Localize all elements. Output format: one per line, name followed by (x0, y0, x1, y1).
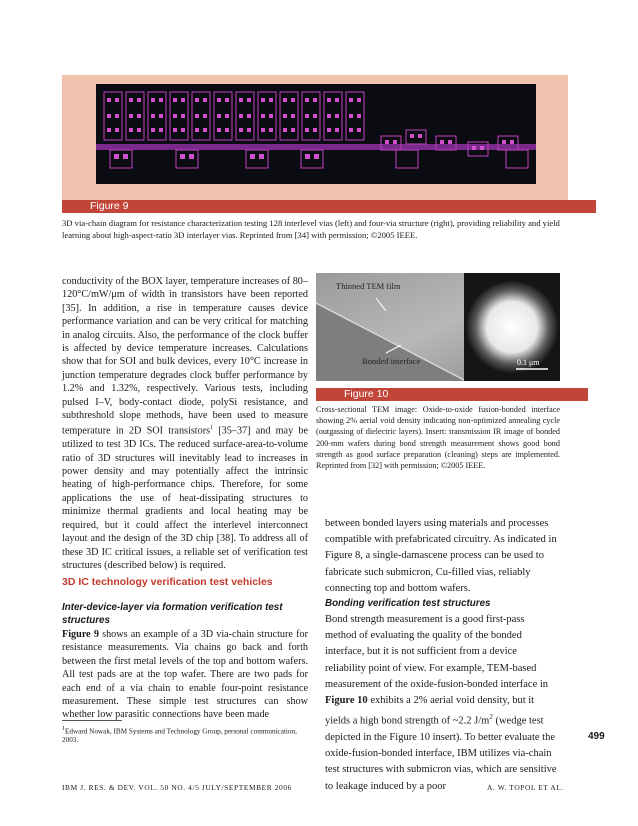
via (173, 128, 177, 132)
via (259, 154, 264, 159)
paragraph-text: exhibits a 2% aerial void density, but it yields a high bond strength of ~2.2 J/m (325, 695, 535, 727)
via (217, 98, 221, 102)
via (357, 98, 361, 102)
via (173, 98, 177, 102)
via (313, 128, 317, 132)
via (239, 128, 243, 132)
via (349, 128, 353, 132)
via (335, 98, 339, 102)
bonded-interface-label: Bonded interface (362, 356, 421, 366)
via (305, 128, 309, 132)
via (159, 128, 163, 132)
left-column-body (62, 275, 308, 572)
via (349, 98, 353, 102)
via-chain-diagram (96, 84, 536, 184)
via (357, 128, 361, 132)
via (173, 114, 177, 118)
via (129, 114, 133, 118)
left-column-body-2 (62, 628, 308, 722)
via (195, 98, 199, 102)
figure-10-caption: Cross-sectional TEM image: Oxide-to-oxide fusion-bonded interface showing 2% aerial void density indicating non-optimized annealing cycle (outgassing of dielectric layers). Insert: transmission IR image of bonded 200-mm wafers during bond strength measurement shows good bond strength as good surface preparation (cleaning) steps are implemented. Reprinted from [32] with permission; ©2005 IEEE. (316, 405, 560, 471)
paragraph-text: shows an example of a 3D via-chain structure for resistance measurements. Via chains go back and forth between the first metal levels of the top and bottom wafers. All test pads are at the top wafer. There are two pads for each end of a via chain to enable four-point resistance measurement. These simple test structures can show whether low parasitic connections have been made (62, 629, 308, 721)
paragraph-text: [35–37] and may be utilized to test 3D ICs. The reduced surface-area-to-volume ratio of 3D structures will inevitably lead to increases in power density and may potentially affect the intrinsic heating of high-performance chips. Therefore, for some applications the use of heat-dissipating structures to minimize thermal gradients and local heating may be required, but it could affect the interlevel interconnect layout and the design of the 3D chip [38]. To address all of these 3D IC critical issues, a reliable set of verification test structures (described below) is required. (62, 425, 308, 571)
paragraph (325, 612, 557, 795)
via (472, 146, 476, 150)
figure-10-tem-image (316, 273, 560, 381)
via (269, 114, 273, 118)
via (181, 98, 185, 102)
via (250, 154, 255, 159)
via (151, 128, 155, 132)
via (305, 154, 310, 159)
via (115, 114, 119, 118)
via (269, 98, 273, 102)
via (195, 114, 199, 118)
footnote (62, 725, 308, 745)
via (159, 114, 163, 118)
via (159, 98, 163, 102)
figure-9-via-chain-image (96, 84, 536, 184)
via (261, 114, 265, 118)
via (115, 98, 119, 102)
figure-10-reference: Figure 10 (325, 695, 368, 707)
footnote-divider (62, 720, 122, 721)
via (225, 98, 229, 102)
via (137, 114, 141, 118)
via (313, 114, 317, 118)
via (283, 128, 287, 132)
via (283, 98, 287, 102)
via (189, 154, 194, 159)
via (151, 98, 155, 102)
via (180, 154, 185, 159)
footnote-mark: 1 (62, 726, 65, 732)
via (239, 114, 243, 118)
via (327, 114, 331, 118)
via (349, 114, 353, 118)
via (181, 114, 185, 118)
via (217, 128, 221, 132)
via (305, 98, 309, 102)
right-column-body (325, 516, 557, 597)
scale-bar-label: 0.1 μm (517, 358, 540, 367)
via (107, 98, 111, 102)
via (181, 128, 185, 132)
via (418, 134, 422, 138)
via (313, 98, 317, 102)
via (314, 154, 319, 159)
via (385, 140, 389, 144)
via (327, 128, 331, 132)
via (195, 128, 199, 132)
page-number: 499 (588, 731, 605, 742)
via (129, 128, 133, 132)
paragraph: between bonded layers using materials and processes compatible with prefabricated circuitry. As indicated in Figure 8, a single-damascene process can be used to fabricate such submicron, Cu-filled vias, reliably connecting top and bottom wafers. (325, 518, 557, 594)
via (247, 128, 251, 132)
via (137, 98, 141, 102)
via (393, 140, 397, 144)
via (107, 114, 111, 118)
via (151, 114, 155, 118)
via (239, 98, 243, 102)
via (217, 114, 221, 118)
via (305, 114, 309, 118)
footer-journal: IBM J. RES. & DEV. VOL. 50 NO. 4/5 JULY/SEPTEMBER 2006 (62, 783, 292, 792)
paragraph-text: Bond strength measurement is a good first-pass method of evaluating the quality of the bonded interface, but it is not sufficient from a device reliability point of view. For example, TEM-based measurement of the oxide-fusion-bonded interface in (325, 614, 549, 690)
via (327, 98, 331, 102)
figure-9-label: Figure 9 (62, 200, 596, 213)
figure-9-reference: Figure 9 (62, 629, 99, 640)
via (510, 140, 514, 144)
tem-film-label: Thinned TEM film (336, 281, 401, 291)
via (440, 140, 444, 144)
via (448, 140, 452, 144)
via (225, 114, 229, 118)
footnote-ref: 1 (210, 425, 214, 432)
tem-micrograph (316, 273, 560, 381)
via (357, 114, 361, 118)
via (247, 98, 251, 102)
via (502, 140, 506, 144)
via (225, 128, 229, 132)
subsection-heading: Inter-device-layer via formation verification test structures (62, 602, 283, 626)
metal-line (96, 144, 536, 150)
via (410, 134, 414, 138)
via (203, 98, 207, 102)
section-heading: 3D IC technology verification test vehicles (62, 576, 273, 588)
via (129, 98, 133, 102)
via (480, 146, 484, 150)
via (247, 114, 251, 118)
paragraph (62, 275, 308, 572)
via (335, 114, 339, 118)
via (291, 128, 295, 132)
via (283, 114, 287, 118)
via (114, 154, 119, 159)
via (203, 128, 207, 132)
paragraph (62, 628, 308, 722)
figure-10-label: Figure 10 (316, 388, 588, 401)
superscript: 2 (489, 713, 493, 722)
via (291, 114, 295, 118)
footnote-text: Edward Nowak, IBM Systems and Technology Group, personal communication, 2003. (62, 727, 297, 745)
figure-9-caption: 3D via-chain diagram for resistance characterization testing 128 interlevel vias (left) and four-via structure (right), providing reliability and yield learning about high-aspect-ratio 3D interlayer vias. Reprinted from [34] with permission; ©2005 IEEE. (62, 218, 560, 240)
via (291, 98, 295, 102)
via (123, 154, 128, 159)
via (137, 128, 141, 132)
via (203, 114, 207, 118)
subsection-heading-bonding: Bonding verification test structures (325, 598, 491, 609)
via (261, 128, 265, 132)
right-column-body-2 (325, 612, 557, 795)
via (269, 128, 273, 132)
via (115, 128, 119, 132)
via (261, 98, 265, 102)
footer-authors: A. W. TOPOL ET AL. (487, 783, 564, 792)
via (107, 128, 111, 132)
via (335, 128, 339, 132)
paragraph-text: conductivity of the BOX layer, temperature increases of 80–120°C/mW/μm of width in transistors have been reported [35]. In addition, a rise in temperature causes device performance variation and can be very critical for matching in analog circuits. Also, the performance of the clock buffer is affected by device temperature increases. Calculations show that for SOI and bulk devices, every 10°C increase in junction temperature degrades clock buffer performance by 1.2% and 1.32%, respectively. Various tests, including pulsed I–V, body-contact diode, polySi resistance, and subthreshold slope methods, have been used to measure temperature in 2D SOI transistors (62, 276, 308, 437)
paragraph-text: (wedge test depicted in the Figure 10 insert). To better evaluate the oxide-fusion-bonded interface, IBM utilizes via-chain test structures with submicron vias, which are sensitive to leakage induced by a poor (325, 715, 557, 792)
